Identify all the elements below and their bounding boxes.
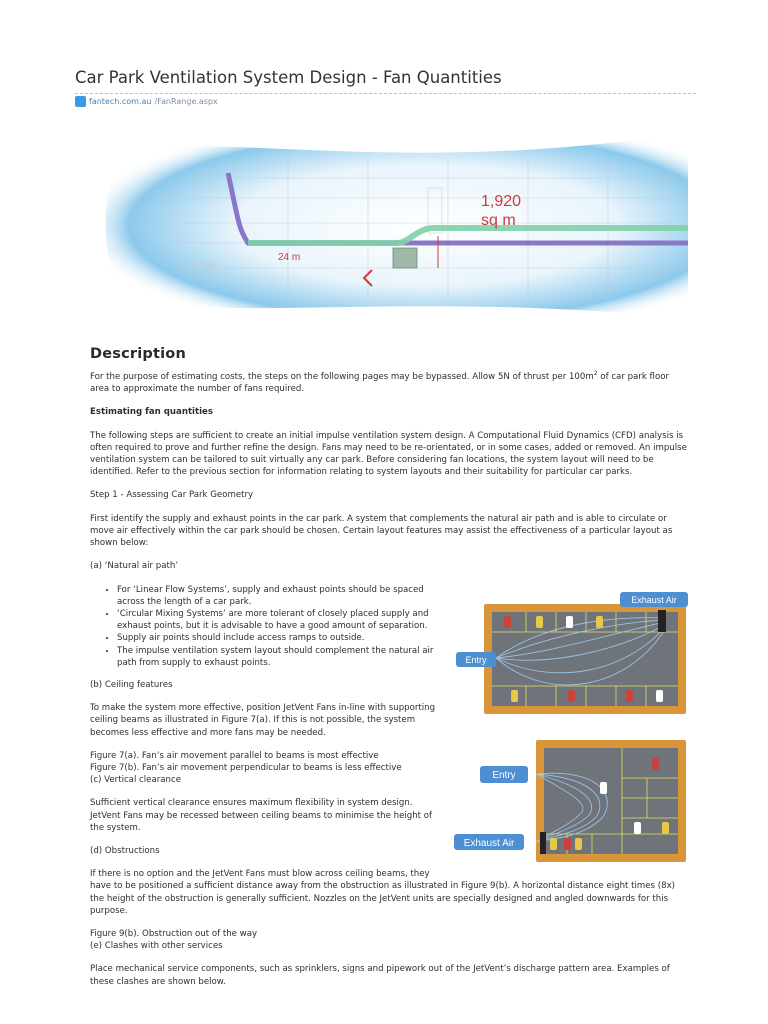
hero-illustration (88, 118, 688, 338)
obstructions: (d) Obstructions (90, 845, 160, 856)
section-heading: Description (90, 346, 186, 362)
hero-length-label: 24 m (278, 252, 301, 263)
vertical-paragraph: Sufficient vertical clearance ensures maximum flexibility in system design. JetVent Fans may be recessed between ceiling beams to minimise the height of the system. (90, 798, 433, 833)
fig9-captions (90, 928, 690, 952)
ceiling-features: (b) Ceiling features (90, 679, 173, 690)
vertical-clearance: (c) Vertical clearance (90, 775, 181, 786)
intro-paragraph: For the purpose of estimating costs, the steps on the following pages may be bypassed. Allow 5N of thrust per $100m^2$ of car park floor area to approximate the number of fans required. (90, 370, 670, 395)
subheading: Estimating fan quantities (90, 407, 213, 418)
linear-flow-diagram (456, 592, 688, 716)
exhaust-air-label-2: Exhaust Air (463, 838, 515, 849)
clashes-paragraph: Place mechanical service components, such as sprinklers, signs and pipework out of the JetVent’s discharge pattern area. Examples of these clashes are shown below. (90, 964, 670, 987)
obstructions-paragraph: If there is no option and the JetVent Fans must blow across ceiling beams, they have to be positioned a sufficient distance away from the obstruction as illustrated in Figure 9(b). A horizontal distance eight times (8x) the height of the obstruction is generally sufficient. Nozzles on the JetVent units are specially designed and angled downwards for this purpose. (90, 869, 676, 916)
steps-paragraph: The following steps are sufficient to create an initial impulse ventilation system design. A Computational Fluid Dynamics (CFD) analysis is often required to prove and further refine the design. Fans may need to be re-orientated, or in some cases, added or removed. An impulse ventilation system can be tailored to suit virtually any car park. Before considering fan locations, the system layout will need to be identified. Refer to the previous section for information relating to system layouts and their suitability for particular car parks. (90, 430, 687, 478)
identify-paragraph: First identify the supply and exhaust points in the car park. A system that complements the natural air path and is able to circulate or move air effectively within the car park should be chosen. Certain layout features may assist the effectiveness of a particular layout as shown below: (90, 513, 673, 549)
list-item: • Supply air points should include access ramps to outside. (117, 632, 437, 644)
fig7b-caption: Figure 7(b). Fan’s air movement perpendicular to beams is less effective (90, 762, 402, 773)
entry-label-2: Entry (492, 770, 516, 781)
ceiling-paragraph: To make the system more effective, position JetVent Fans in-line with supporting ceiling beams as illustrated in Figure 7(a). If this is not possible, the system becomes less effective and more fans may be needed. (90, 703, 436, 738)
fig7a-caption: Figure 7(a). Fan’s air movement parallel to beams is most effective (90, 750, 379, 761)
page-title: Car Park Ventilation System Design - Fan Quantities (75, 68, 502, 87)
hero-area-value: 1,920 (481, 193, 522, 210)
hero-area-unit: sq m (481, 212, 516, 229)
clashes-heading: (e) Clashes with other services (90, 941, 223, 952)
source-path[interactable]: /FanRange.aspx (154, 97, 218, 106)
site-favicon-icon (75, 96, 86, 107)
list-item: • The impulse ventilation system layout should complement the natural air path from supply to exhaust points. (117, 645, 437, 669)
step1-heading: Step 1 - Assessing Car Park Geometry (90, 490, 254, 501)
figure-captions (90, 750, 440, 787)
natural-air-path: (a) ‘Natural air path’ (90, 561, 179, 572)
natural-air-list (90, 584, 437, 669)
source-domain[interactable]: fantech.com.au (89, 97, 152, 106)
hero-faint-label: 1,920 (194, 260, 217, 270)
fig9b-caption: Figure 9(b). Obstruction out of the way (90, 928, 258, 939)
list-item: • For ‘Linear Flow Systems’, supply and exhaust points should be spaced across the length of a car park. (117, 584, 437, 608)
source-link[interactable] (75, 96, 218, 107)
list-item: • ‘Circular Mixing Systems’ are more tolerant of closely placed supply and exhaust points, but it is advisable to have a good amount of separation. (117, 608, 437, 632)
entry-label: Entry (465, 655, 487, 665)
circular-mixing-diagram (452, 738, 688, 864)
title-divider (75, 93, 696, 94)
exhaust-air-label: Exhaust Air (631, 595, 677, 605)
